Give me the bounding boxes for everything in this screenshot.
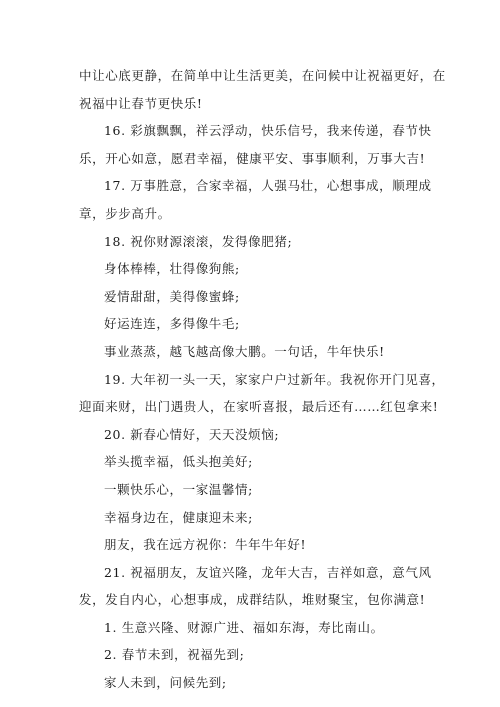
text-line-4: 乐，开心如意，愿君幸福，健康平安、事事顺利，万事大吉! [79,150,426,166]
text-line-13: 迎面来财，出门遇贵人，在家听喜报，最后还有……红包拿来! [79,399,439,415]
text-line-16: 一颗快乐心，一家温馨情; [104,481,253,497]
text-line-12: 19. 大年初一头一天，家家户户过新年。我祝你开门见喜， [104,371,445,387]
text-line-3: 16. 彩旗飘飘，祥云浮动，快乐信号，我来传递，春节快 [104,123,432,139]
text-line-6: 章，步步高升。 [79,205,171,221]
text-line-23: 家人未到，问候先到; [104,675,227,691]
text-line-20: 发，发自内心，心想事成，成群结队，堆财聚宝，包你满意! [79,592,426,608]
text-line-18: 朋友，我在远方祝你：牛年牛年好! [104,537,307,553]
text-line-14: 20. 新春心情好，天天没烦恼; [104,426,280,442]
text-line-5: 17. 万事胜意，合家幸福，人强马壮，心想事成，顺理成 [104,178,432,194]
text-line-10: 好运连连，多得像牛毛; [104,316,240,332]
text-line-15: 举头揽幸福，低头抱美好; [104,454,253,470]
text-line-22: 2. 春节未到，祝福先到; [104,647,245,663]
text-line-21: 1. 生意兴隆、财源广进、福如东海，寿比南山。 [104,619,384,635]
text-line-19: 21. 祝福朋友，友谊兴隆，龙年大吉，吉祥如意，意气风 [104,564,432,580]
text-line-2: 祝福中让春节更快乐! [79,95,203,111]
text-line-9: 爱情甜甜，美得像蜜蜂; [104,288,240,304]
text-line-17: 幸福身边在，健康迎未来; [104,509,253,525]
document-body [79,62,446,697]
text-line-11: 事业蒸蒸，越飞越高像大鹏。一句话，牛年快乐! [104,343,385,359]
text-line-7: 18. 祝你财源滚滚，发得像肥猪; [104,233,293,249]
text-line-8: 身体棒棒，壮得像狗熊; [104,261,240,277]
text-line-1: 中让心底更静，在简单中让生活更美，在问候中让祝福更好，在 [79,68,446,83]
